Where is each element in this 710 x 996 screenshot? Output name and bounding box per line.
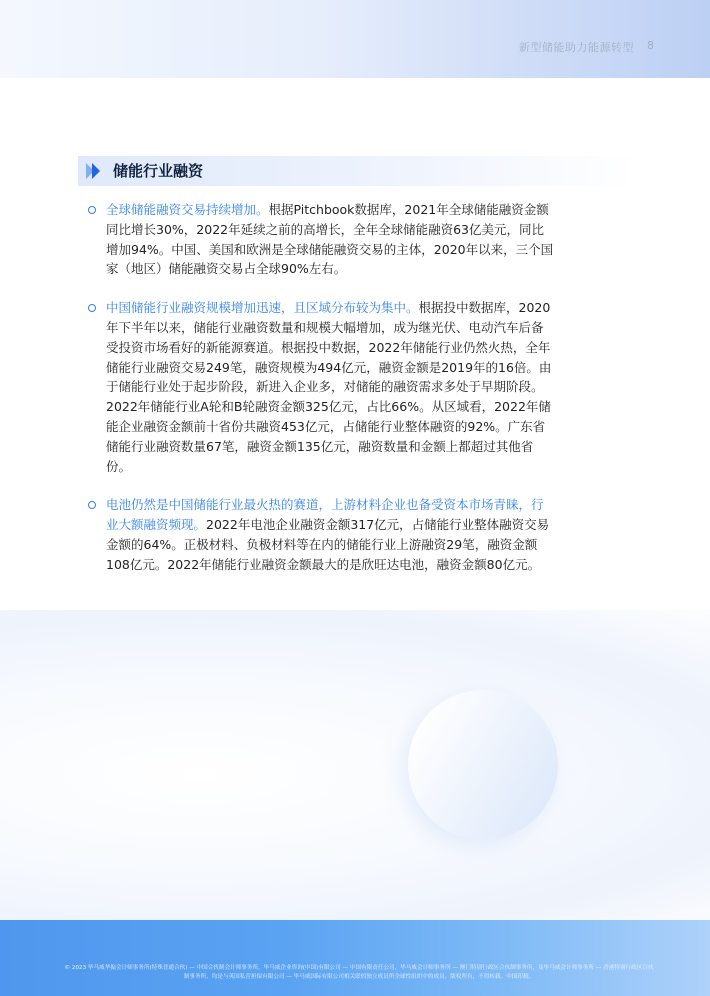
circle-bullet-icon — [88, 501, 96, 509]
section-title: 储能行业融资 — [113, 162, 204, 180]
bullet-list — [88, 200, 554, 594]
page-number: 8 — [647, 39, 654, 52]
decorative-circle — [408, 690, 558, 840]
section-heading — [78, 156, 638, 186]
list-item — [88, 200, 554, 279]
circle-bullet-icon — [88, 206, 96, 214]
footer-disclaimer: © 2023 毕马威华振会计师事务所(特殊普通合伙) — 中国合伙制会计师事务所，毕马威企业咨询(中国)有限公司 — 中国有限责任公司，毕马威会计师事务所 — 澳门特别行政区合伙制事务所，及毕马威会计师事务所 — 香港特别行政区合伙制事务所，均是与英国私营担保有限公司 — 毕马威国际有限公司相关联的独立成员所全球性组织中的成员。版权所有，不得转载。中国印制。 — [64, 965, 654, 980]
background-blob — [0, 610, 710, 940]
bullet-text: 根据投中数据库，2020年下半年以来，储能行业融资数量和规模大幅增加，成为继光伏、电动汽车后备受投资市场看好的新能源赛道。根据投中数据，2022年储能行业仍然火热，全年储能行业融资交易249笔，融资规模为494亿元，融资金额是2019年的16倍。由于储能行业处于起步阶段，新进入企业多，对储能的融资需求多处于早期阶段。2022年储能行业A轮和B轮融资金额325亿元，占比66%。从区域看，2022年储能企业融资金额前十省份共融资453亿元，占储能行业整体融资的92%。广东省储能行业融资数量67笔，融资金额135亿元，融资数量和金额上都超过其他省份。 — [106, 300, 552, 474]
circle-bullet-icon — [88, 304, 96, 312]
header-band — [0, 0, 710, 78]
bullet-highlight: 电池仍然是中国储能行业最火热的赛道，上游材料企业也备受资本市场青睐，行业大额融资频现。 — [106, 497, 544, 533]
bullet-text: 2022年电池企业融资金额317亿元，占储能行业整体融资交易金额的64%。正极材料、负极材料等在内的储能行业上游融资29笔，融资金额108亿元。2022年储能行业融资金额最大的是欣旺达电池，融资金额80亿元。 — [106, 517, 550, 572]
bullet-highlight: 中国储能行业融资规模增加迅速，且区域分布较为集中。 — [106, 300, 419, 316]
footer-band — [0, 920, 710, 996]
bullet-text: 根据Pitchbook数据库，2021年全球储能融资金额同比增长30%，2022年延续之前的高增长，全年全球储能融资63亿美元，同比增加94%。中国、美国和欧洲是全球储能融资交易的主体，2020年以来，三个国家（地区）储能融资交易占全球90%左右。 — [106, 202, 554, 277]
list-item — [88, 495, 554, 574]
double-chevron-right-icon — [86, 163, 106, 179]
bullet-highlight: 全球储能融资交易持续增加。 — [106, 202, 269, 217]
list-item — [88, 298, 554, 476]
header-title: 新型储能助力能源转型 — [519, 41, 634, 54]
